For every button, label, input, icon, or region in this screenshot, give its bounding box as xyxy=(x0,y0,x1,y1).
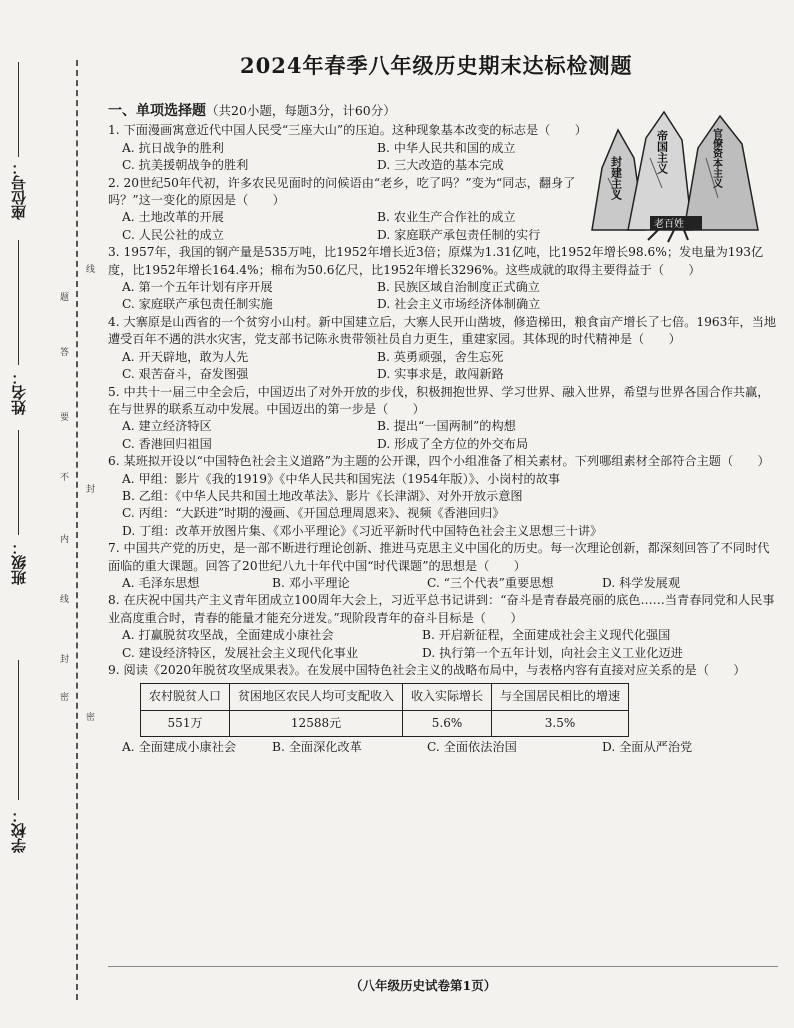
options-grid xyxy=(108,627,778,662)
footer-divider xyxy=(108,966,778,967)
option[interactable]: A. 抗日战争的胜利 xyxy=(122,140,224,155)
option[interactable]: A. 第一个五年计划有序开展 xyxy=(122,280,273,295)
page-footer: （八年级历史试卷第1页） xyxy=(350,978,497,993)
table-row xyxy=(141,710,629,736)
name-blank[interactable] xyxy=(18,240,19,365)
class-label: 班级： xyxy=(10,540,28,585)
cartoon-label-common-people: 老百姓 xyxy=(654,219,684,230)
option[interactable]: B. 英勇顽强，舍生忘死 xyxy=(377,349,504,364)
option[interactable]: B. 开启新征程，全面建成社会主义现代化强国 xyxy=(422,628,671,643)
option[interactable]: A. 甲组：影片《我的1919》《中华人民共和国宪法（1954年版）》、小岗村的故事 xyxy=(122,471,561,486)
section-note: （共20小题，每题3分，计60分） xyxy=(206,103,396,118)
options-grid xyxy=(108,209,588,244)
table-header-cell: 与全国居民相比的增速 xyxy=(492,684,629,710)
options-grid xyxy=(108,140,588,175)
seal-char: 答 xyxy=(60,348,70,358)
seal-char: 内 xyxy=(60,535,70,545)
seat-blank[interactable] xyxy=(18,62,19,157)
option[interactable]: C. 艰苦奋斗，奋发图强 xyxy=(122,367,249,382)
option[interactable]: A. 毛泽东思想 xyxy=(122,575,200,590)
table-header-row xyxy=(141,684,629,710)
seal-char: 封 xyxy=(60,655,70,665)
options-row xyxy=(108,739,778,756)
option[interactable]: C. 人民公社的成立 xyxy=(122,227,224,242)
seat-label: 座位号： xyxy=(10,160,28,220)
seal-char: 题 xyxy=(60,293,70,303)
school-label: 学校： xyxy=(10,808,28,853)
option[interactable]: C. 抗美援朝战争的胜利 xyxy=(122,158,249,173)
seal-char: 不 xyxy=(60,473,70,483)
seal-char: 密 xyxy=(60,693,70,703)
question-stem: 4. 大寨原是山西省的一个贫穷小山村。新中国建立后，大寨人民开山凿坡，修造梯田，粮食亩产增长了七倍。1963年，当地遭受百年不遇的洪水灾害，党支部书记陈永贵带领社员自力更生，重建家园。其体现的时代精神是（ ） xyxy=(108,314,777,347)
section-title: 一、单项选择题 xyxy=(108,103,206,119)
option[interactable]: B. 民族区域自治制度正式确立 xyxy=(377,280,540,295)
option[interactable]: D. 形成了全方位的外交布局 xyxy=(377,436,529,451)
option[interactable]: C. 香港回归祖国 xyxy=(122,436,212,451)
option[interactable]: C. 全面依法治国 xyxy=(427,740,517,755)
question-stem: 5. 中共十一届三中全会后，中国迈出了对外开放的步伐，积极拥抱世界、学习世界、融入世界，希望与世界各国合作共赢，在与世界的联系互动中发展。中国迈出的第一步是（ ） xyxy=(108,384,770,416)
option[interactable]: B. 农业生产合作社的成立 xyxy=(377,210,516,225)
table-cell: 551万 xyxy=(141,710,230,736)
option[interactable]: D. 实事求是，敢闯新路 xyxy=(377,367,504,382)
option[interactable]: D. 全面从严治党 xyxy=(602,740,693,755)
question-stem: 6. 某班拟开设以“中国特色社会主义道路”为主题的公开课，四个小组准备了相关素材。下列哪组素材全部符合主题（ ） xyxy=(108,454,770,469)
cartoon-label-feudalism: 封建主义 xyxy=(609,156,623,200)
question-stem: 2. 20世纪50年代初，许多农民见面时的问候语由“老乡，吃了吗？”变为“同志，翻身了吗？”这一变化的原因是（ ） xyxy=(108,175,576,208)
option[interactable]: D. 科学发展观 xyxy=(602,575,681,590)
option[interactable]: D. 丁组：改革开放图片集、《邓小平理论》《习近平新时代中国特色社会主义思想三十讲》 xyxy=(122,523,603,538)
options-grid xyxy=(108,349,778,384)
options-row xyxy=(108,575,778,592)
table-header-cell: 贫困地区农民人均可支配收入 xyxy=(230,684,403,710)
class-blank[interactable] xyxy=(18,430,19,535)
option[interactable]: B. 全面深化改革 xyxy=(272,740,362,755)
option[interactable]: D. 社会主义市场经济体制确立 xyxy=(377,297,541,312)
seal-char: 线 xyxy=(60,595,70,605)
seal-char: 线 xyxy=(86,265,96,275)
seal-char: 要 xyxy=(60,413,70,423)
question-stem: 3. 1957年，我国的钢产量是535万吨，比1952年增长近3倍；原煤为1.31亿吨，比1952年增长98.6%；发电量为193亿度，比1952年增长164.4%；棉布为50.6亿尺，比1952年增长3296%。这些成就的取得主要得益于（ ） xyxy=(108,245,764,277)
question-stem: 8. 在庆祝中国共产主义青年团成立100周年大会上，习近平总书记讲到：“奋斗是青春最亮丽的底色……当青春同党和人民事业高度重合时，青春的能量才能充分迸发。”现阶段青年的奋斗目标是（ ） xyxy=(108,593,775,625)
option[interactable]: B. 邓小平理论 xyxy=(272,575,350,590)
section-heading xyxy=(108,102,778,120)
option[interactable]: A. 土地改革的开展 xyxy=(122,210,224,225)
poverty-results-table xyxy=(140,683,629,737)
options-grid xyxy=(108,418,778,453)
seal-char: 密 xyxy=(86,713,96,723)
option[interactable]: C. 丙组：“大跃进”时期的漫画、《开国总理周恩来》、视频《香港回归》 xyxy=(122,506,505,521)
cartoon-label-bureaucrat-capitalism: 官僚资本主义 xyxy=(710,128,722,188)
option[interactable]: A. 开天辟地，敢为人先 xyxy=(122,349,249,364)
option[interactable]: C. 建设经济特区，发展社会主义现代化事业 xyxy=(122,645,359,660)
option[interactable]: A. 打赢脱贫攻坚战，全面建成小康社会 xyxy=(122,628,334,643)
option[interactable]: B. 乙组：《中华人民共和国土地改革法》、影片《长津湖》、对外开放示意图 xyxy=(122,488,523,503)
question-area xyxy=(108,102,778,757)
option[interactable]: B. 中华人民共和国的成立 xyxy=(377,140,516,155)
question-stem: 7. 中国共产党的历史，是一部不断进行理论创新、推进马克思主义中国化的历史。每一次理论创新，都深刻回答了不同时代面临的重大课题。回答了20世纪八九十年代中国“时代课题”的思想是（ ） xyxy=(108,541,770,573)
table-cell: 12588元 xyxy=(230,710,403,736)
cartoon-label-imperialism: 帝国主义 xyxy=(655,130,669,174)
school-blank[interactable] xyxy=(18,660,19,800)
exam-title: 2024年春季八年级历史期末达标检测题 xyxy=(240,53,633,78)
table-cell: 5.6% xyxy=(403,710,492,736)
seal-char: 封 xyxy=(86,485,96,495)
option[interactable]: D. 执行第一个五年计划，向社会主义工业化迈进 xyxy=(422,645,683,660)
options-grid xyxy=(108,279,778,314)
option[interactable]: B. 提出“一国两制”的构想 xyxy=(377,419,516,434)
option[interactable]: A. 全面建成小康社会 xyxy=(122,740,237,755)
question-stem: 9. 阅读《2020年脱贫攻坚成果表》。在发展中国特色社会主义的战略布局中，与表格内容有直接对应关系的是（ ） xyxy=(108,663,746,677)
table-header-cell: 收入实际增长 xyxy=(403,684,492,710)
option[interactable]: C. 家庭联产承包责任制实施 xyxy=(122,297,273,312)
name-label: 姓名： xyxy=(10,370,28,415)
table-header-cell: 农村脱贫人口 xyxy=(141,684,230,710)
binding-margin xyxy=(0,40,110,1000)
option[interactable]: A. 建立经济特区 xyxy=(122,419,212,434)
question-stem: 1. 下面漫画寓意近代中国人民受“三座大山”的压迫。这种现象基本改变的标志是（ ） xyxy=(108,123,587,138)
option[interactable]: D. 家庭联产承包责任制的实行 xyxy=(377,227,541,242)
seal-dashed-line xyxy=(76,60,78,1000)
table-cell: 3.5% xyxy=(492,710,629,736)
option[interactable]: C. “三个代表”重要思想 xyxy=(427,575,554,590)
option[interactable]: D. 三大改造的基本完成 xyxy=(377,158,504,173)
